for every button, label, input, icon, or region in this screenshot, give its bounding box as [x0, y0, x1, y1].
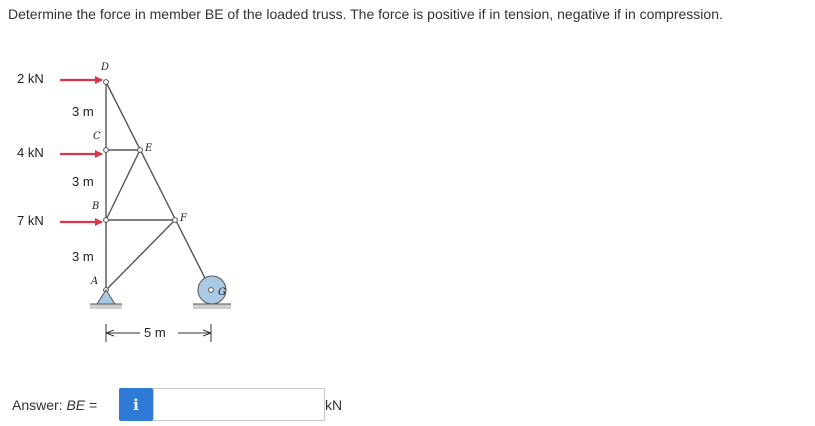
joint-label-e: E — [145, 143, 153, 154]
answer-label-suffix: = — [85, 397, 98, 413]
member-af — [106, 220, 175, 290]
load-label-4kn: 4 kN — [17, 145, 44, 160]
joint-f-pin — [173, 218, 178, 223]
answer-input[interactable] — [153, 388, 325, 421]
joint-c-pin — [104, 148, 109, 153]
info-button[interactable] — [119, 388, 153, 421]
load-label-2kn: 2 kN — [17, 71, 44, 86]
load-label-7kn: 7 kN — [17, 213, 44, 228]
member-be — [106, 150, 140, 220]
joint-b-pin — [104, 218, 109, 223]
dim-label-dc: 3 m — [72, 104, 94, 119]
unit-label: kN — [325, 397, 343, 413]
joint-label-a: A — [91, 276, 99, 287]
joint-label-g: G — [218, 287, 226, 298]
dim-label-ag: 5 m — [144, 325, 166, 340]
joint-label-d: D — [101, 62, 110, 73]
answer-row — [12, 388, 812, 422]
joint-label-f: F — [180, 213, 187, 224]
question-text: Determine the force in member BE of the loaded truss. The force is positive if in tension, negative if in compression. — [8, 6, 723, 22]
pin-support-a — [90, 290, 122, 309]
answer-label-var: BE — [66, 397, 86, 413]
dim-label-cb: 3 m — [72, 174, 94, 189]
joint-pins — [104, 80, 178, 293]
joint-label-c: C — [93, 131, 101, 142]
joint-label-b: B — [92, 201, 100, 212]
answer-label — [12, 397, 97, 413]
answer-label-prefix: Answer: — [12, 397, 67, 413]
info-icon: i — [133, 395, 139, 414]
joint-e-pin — [138, 148, 143, 153]
truss-members — [106, 82, 211, 290]
joint-d-pin — [104, 80, 109, 85]
dim-label-ba: 3 m — [72, 249, 94, 264]
